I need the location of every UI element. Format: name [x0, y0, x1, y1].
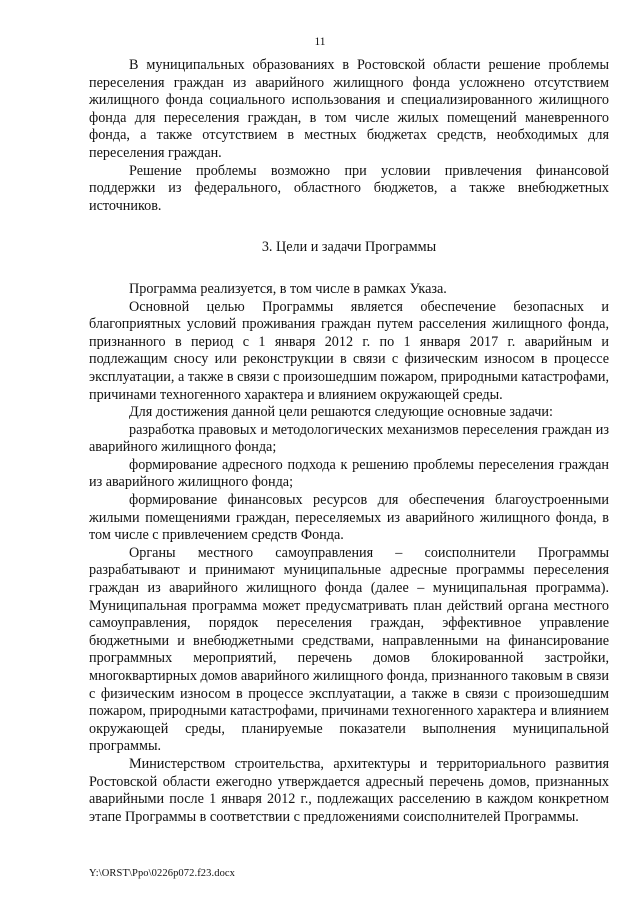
intro-paragraph-2: Решение проблемы возможно при условии привлечения финансовой поддержки из федерального, областного бюджетов, а также внебюджетных источников.	[89, 162, 609, 214]
intro-paragraph-1: В муниципальных образованиях в Ростовской области решение проблемы переселения граждан из аварийного жилищного фонда усложнено отсутствием жилищного фонда социального использования и специализированного жилищного фонда для переселения граждан, в том числе жилых помещений маневренного фонда, а также отсутствием в местных бюджетах средств, необходимых для переселения граждан.	[89, 57, 609, 161]
section-heading: 3. Цели и задачи Программы	[261, 239, 437, 256]
section-paragraph-1: Программа реализуется, в том числе в рамках Указа.	[129, 280, 447, 297]
spacer	[89, 215, 609, 239]
document-body	[89, 57, 609, 826]
spacer	[89, 257, 609, 281]
task-item-3: формирование финансовых ресурсов для обеспечения благоустроенными жилыми помещениями граждан, переселяемых из аварийного жилищного фонда, в том числе с привлечением средств Фонда.	[89, 492, 609, 544]
section-paragraph-7: Органы местного самоуправления – соисполнители Программы разрабатывают и принимают муниципальные адресные программы переселения граждан из аварийного жилищного фонда (далее – муниципальная программа). Муниципальная программа может предусматривать план действий органа местного самоуправления, порядок переселения граждан, эффективное управление бюджетными и внебюджетными средствами, направленными на финансирование программных мероприятий, перечень домов блокированной застройки, многоквартирных домов аварийного жилищного фонда, признанного таковым в связи с физическим износом в процессе эксплуатации, а также в связи с произошедшим пожаром, природными катастрофами, причинами техногенного характера и влиянием окружающей среды, планируемые показатели выполнения муниципальной программы.	[89, 544, 609, 755]
section-paragraph-2: Основной целью Программы является обеспечение безопасных и благоприятных условий проживания граждан путем расселения жилищного фонда, признанного в период с 1 января 2012 г. по 1 января 2017 г. аварийным и подлежащим сносу или реконструкции в связи с физическим износом в процессе эксплуатации, а также в связи с произошедшим пожаром, природными катастрофами, причинами техногенного характера и влиянием окружающей среды.	[89, 298, 609, 403]
page-number: 11	[314, 36, 326, 48]
file-path-footer: Y:\ORST\Ppo\0226p072.f23.docx	[89, 868, 236, 879]
section-paragraph-8: Министерством строительства, архитектуры и территориального развития Ростовской области ежегодно утверждается адресный перечень домов, признанных аварийными после 1 января 2012 г., подлежащих расселению в каждом конкретном этапе Программы в соответствии с предложениями соисполнителей Программы.	[89, 755, 609, 825]
task-item-1: разработка правовых и методологических механизмов переселения граждан из аварийного жилищного фонда;	[89, 421, 609, 456]
task-item-2: формирование адресного подхода к решению проблемы переселения граждан из аварийного жилищного фонда;	[89, 456, 609, 491]
section-paragraph-3: Для достижения данной цели решаются следующие основные задачи:	[129, 404, 553, 421]
